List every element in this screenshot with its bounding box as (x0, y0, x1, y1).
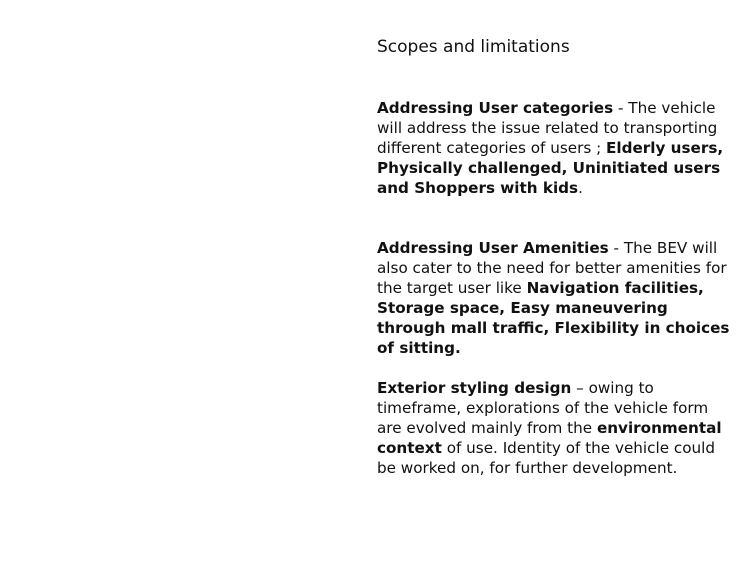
highlight-text: Navigation facilities, Storage space, Easy maneuvering through mall traffic, Flexibility in choices of sitting. (377, 279, 730, 357)
section-heading: Addressing User categories (377, 99, 614, 117)
separator: – (571, 379, 589, 397)
section-heading: Addressing User Amenities (377, 239, 609, 257)
body-text: owing to timeframe, explorations of the vehicle form are evolved mainly from the (377, 379, 709, 437)
separator: - (613, 99, 629, 117)
highlight-text: environmental context (377, 419, 722, 457)
body-text: The vehicle will address the issue related to transporting different categories of users ; (377, 99, 718, 157)
page-title: Scopes and limitations (377, 37, 570, 57)
body-text: The BEV will also cater to the need for better amenities for the target user like (377, 239, 727, 297)
highlight-text: Elderly users, Physically challenged, Uninitiated users and Shoppers with kids (377, 139, 724, 197)
section-exterior-styling (377, 378, 732, 478)
section-heading: Exterior styling design (377, 379, 572, 397)
body-text: of use. Identity of the vehicle could be worked on, for further development. (377, 439, 716, 477)
separator: - (608, 239, 624, 257)
section-user-categories (377, 98, 732, 198)
body-text: . (578, 179, 583, 197)
section-user-amenities (377, 238, 732, 358)
